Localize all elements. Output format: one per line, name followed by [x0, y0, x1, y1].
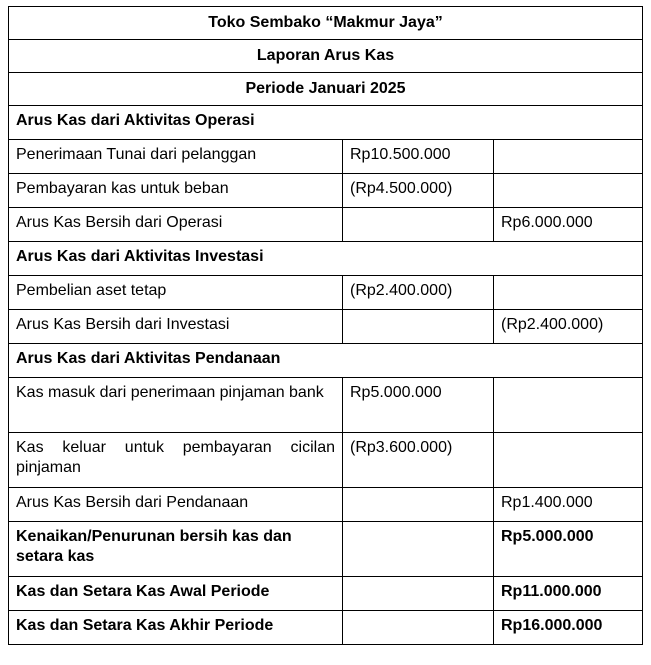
row-total: [494, 174, 643, 208]
summary-label: Kenaikan/Penurunan bersih kas dan setara kas: [9, 522, 343, 577]
store-name: Toko Sembako “Makmur Jaya”: [9, 7, 643, 40]
report-title: Laporan Arus Kas: [9, 40, 643, 73]
table-row: [9, 488, 643, 522]
row-amount: [343, 310, 494, 344]
table-row: [9, 174, 643, 208]
row-amount: [343, 488, 494, 522]
table-row: [9, 208, 643, 242]
section-title-investing: Arus Kas dari Aktivitas Investasi: [9, 242, 643, 276]
header-row-period: [9, 73, 643, 106]
row-total: Rp1.400.000: [494, 488, 643, 522]
section-title-financing: Arus Kas dari Aktivitas Pendanaan: [9, 344, 643, 378]
summary-row: [9, 577, 643, 611]
table-row: [9, 140, 643, 174]
section-row-financing: [9, 344, 643, 378]
table-row: [9, 310, 643, 344]
row-label: Pembayaran kas untuk beban: [9, 174, 343, 208]
summary-total: Rp16.000.000: [494, 611, 643, 645]
row-total: [494, 276, 643, 310]
row-amount: (Rp4.500.000): [343, 174, 494, 208]
row-amount: [343, 208, 494, 242]
row-total: [494, 433, 643, 488]
row-amount: (Rp2.400.000): [343, 276, 494, 310]
summary-row: [9, 611, 643, 645]
summary-amount: [343, 522, 494, 577]
summary-amount: [343, 577, 494, 611]
row-total: [494, 378, 643, 433]
header-row-store: [9, 7, 643, 40]
summary-total: Rp11.000.000: [494, 577, 643, 611]
header-row-title: [9, 40, 643, 73]
table-row: [9, 378, 643, 433]
row-label: Pembelian aset tetap: [9, 276, 343, 310]
summary-label: Kas dan Setara Kas Akhir Periode: [9, 611, 343, 645]
row-label: Arus Kas Bersih dari Investasi: [9, 310, 343, 344]
row-total: Rp6.000.000: [494, 208, 643, 242]
table-row: [9, 276, 643, 310]
summary-label: Kas dan Setara Kas Awal Periode: [9, 577, 343, 611]
row-label: Penerimaan Tunai dari pelanggan: [9, 140, 343, 174]
row-label: Kas masuk dari penerimaan pinjaman bank: [9, 378, 343, 433]
summary-row: [9, 522, 643, 577]
report-period: Periode Januari 2025: [9, 73, 643, 106]
row-label: Arus Kas Bersih dari Pendanaan: [9, 488, 343, 522]
table-row: [9, 433, 643, 488]
summary-amount: [343, 611, 494, 645]
row-label: Arus Kas Bersih dari Operasi: [9, 208, 343, 242]
row-total: [494, 140, 643, 174]
row-label: Kas keluar untuk pembayaran cicilan pinjaman: [9, 433, 343, 488]
section-row-operations: [9, 106, 643, 140]
cash-flow-table: [8, 6, 643, 645]
section-row-investing: [9, 242, 643, 276]
row-amount: (Rp3.600.000): [343, 433, 494, 488]
row-amount: Rp5.000.000: [343, 378, 494, 433]
row-total: (Rp2.400.000): [494, 310, 643, 344]
summary-total: Rp5.000.000: [494, 522, 643, 577]
row-amount: Rp10.500.000: [343, 140, 494, 174]
section-title-operations: Arus Kas dari Aktivitas Operasi: [9, 106, 643, 140]
